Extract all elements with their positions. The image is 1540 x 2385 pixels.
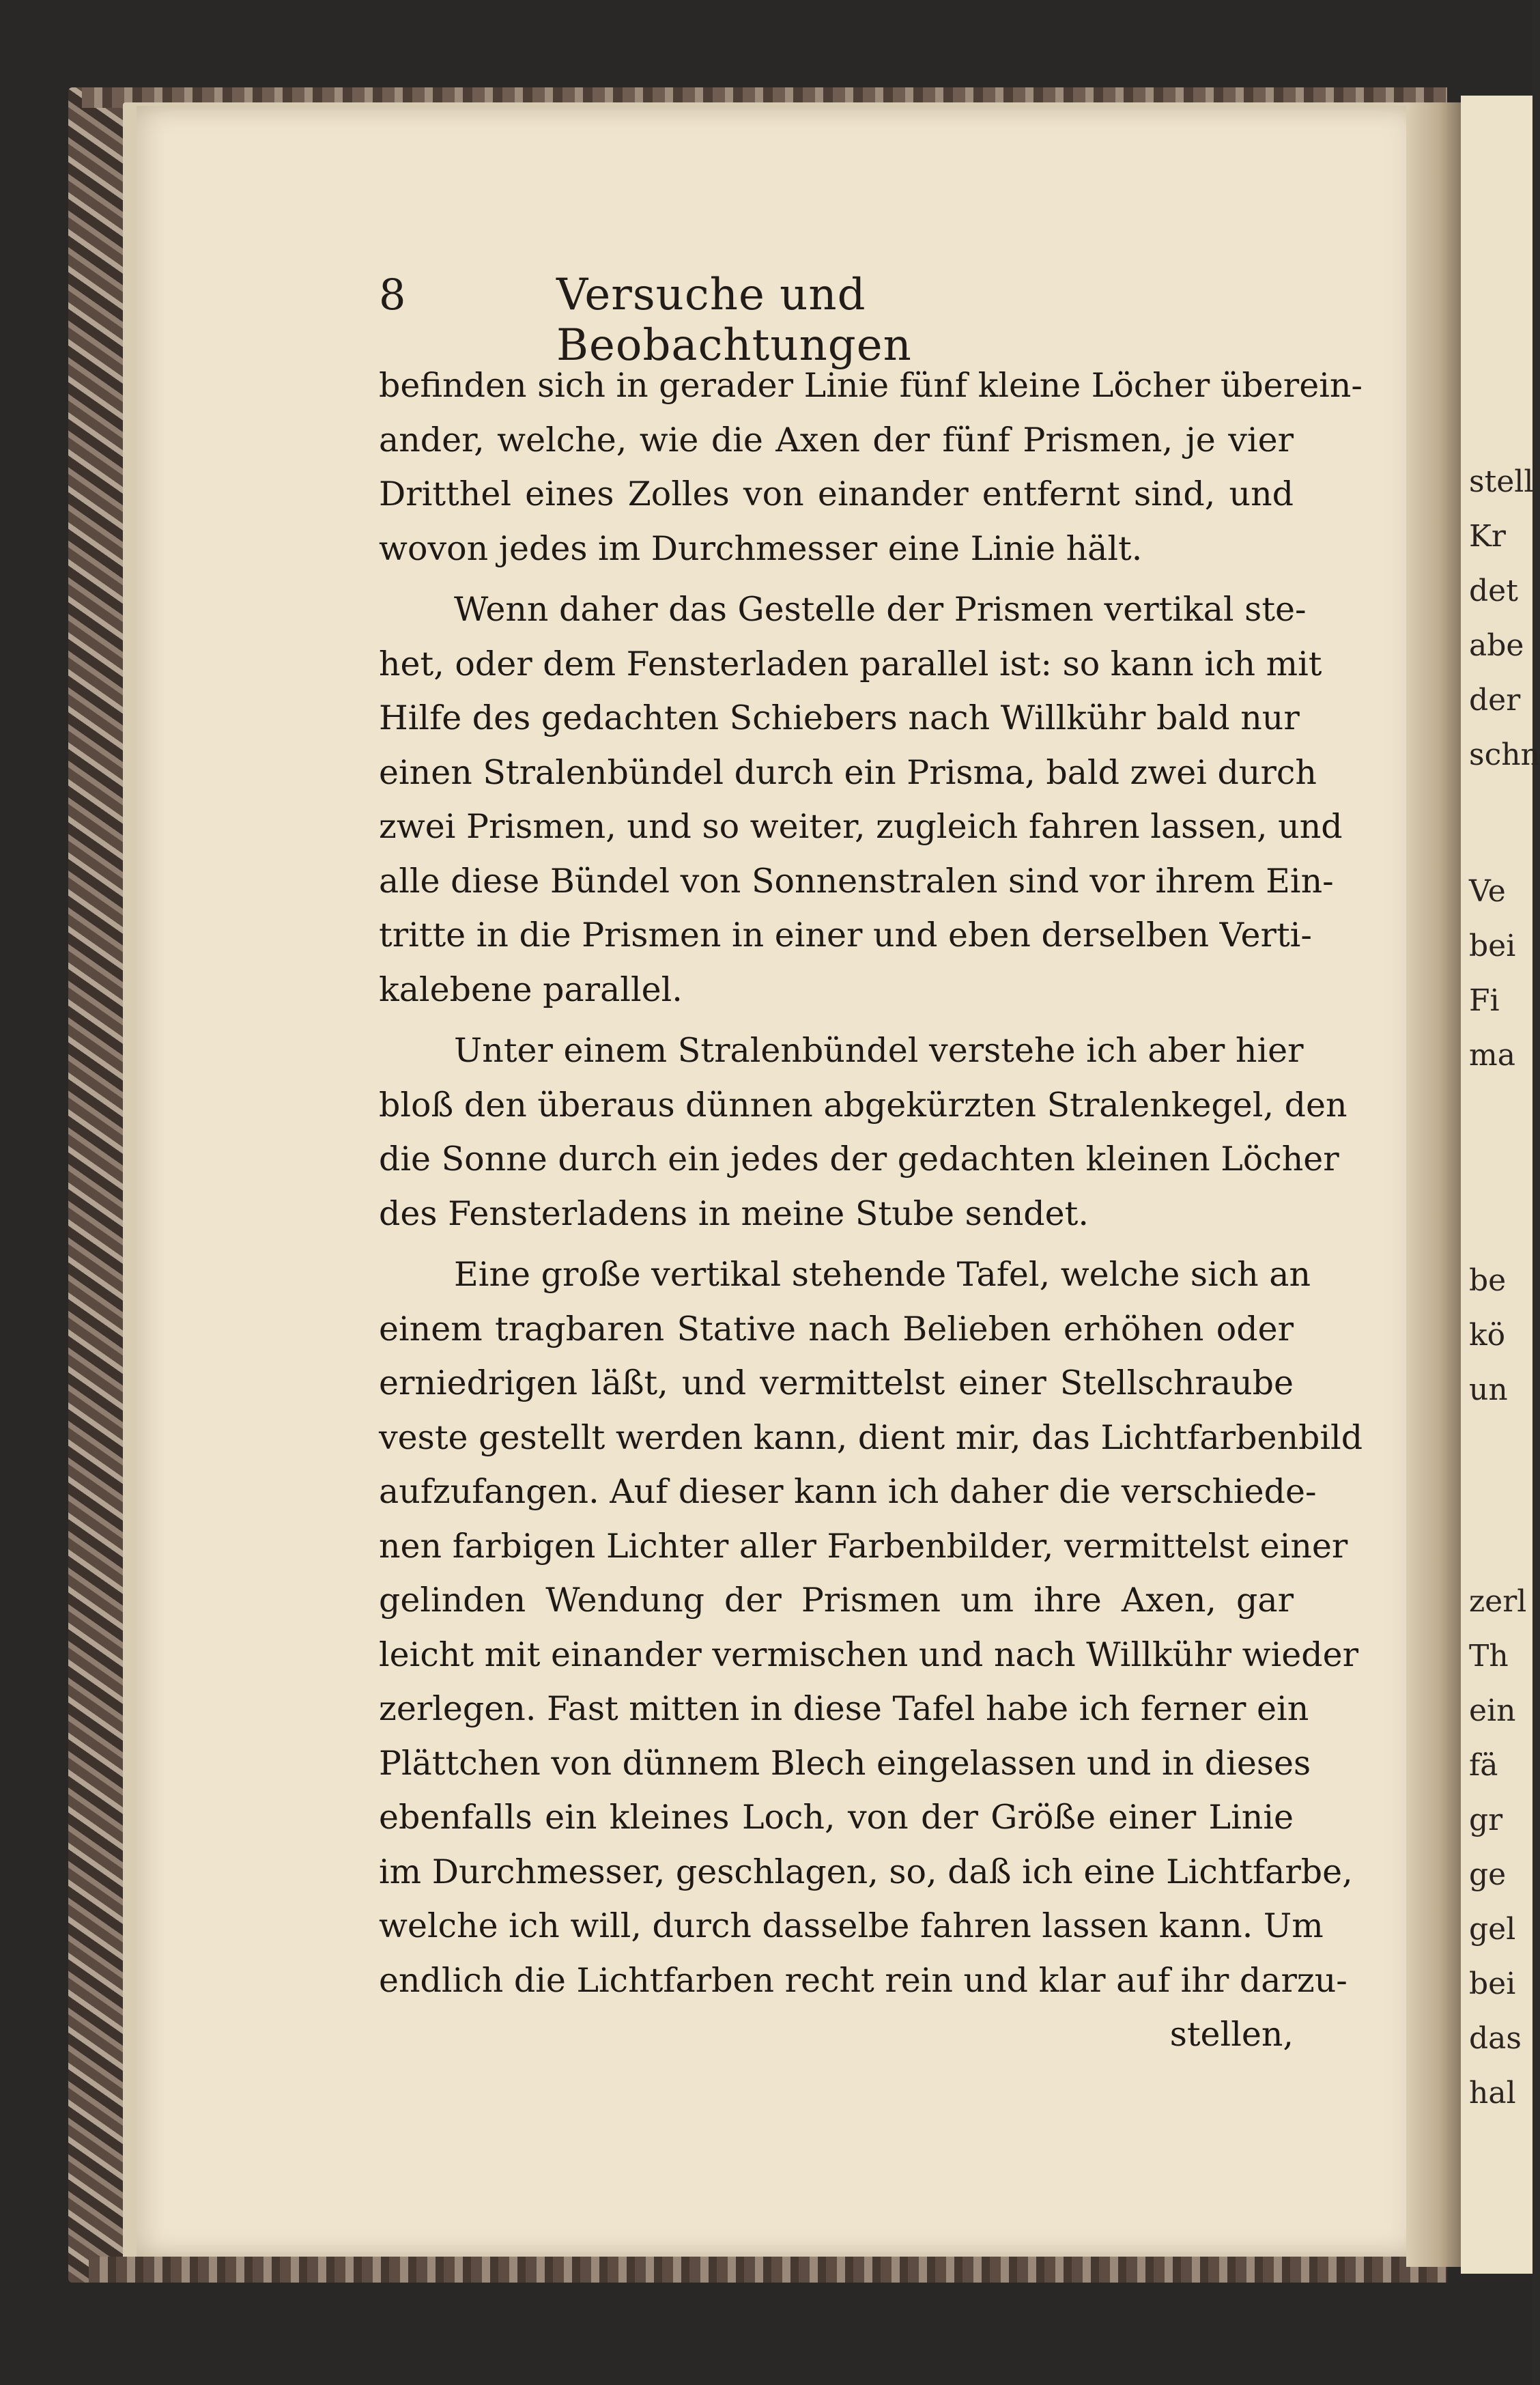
text-line: leicht mit einander vermischen und nach Willkühr wieder xyxy=(379,1635,1359,1674)
text-line: des Fensterladens in meine Stube sendet. xyxy=(379,1194,1089,1233)
right-page-text-fragment: Kr xyxy=(1469,519,1506,554)
text-line: veste gestellt werden kann, dient mir, das Lichtfarbenbild xyxy=(379,1417,1363,1457)
right-page-text-fragment: Th xyxy=(1469,1639,1509,1674)
text-line: ebenfalls ein kleines Loch, von der Größe einer Linie xyxy=(379,1798,1294,1837)
text-line: Unter einem Stralenbündel verstehe ich aber hier xyxy=(454,1031,1304,1070)
right-page-text-fragment: ein xyxy=(1469,1693,1516,1728)
page-header xyxy=(379,270,1130,371)
right-page-text-fragment: un xyxy=(1469,1372,1508,1407)
right-page-text-fragment: ma xyxy=(1469,1038,1515,1073)
right-page-text-fragment: bei xyxy=(1469,929,1516,963)
right-page-text-fragment: Fi xyxy=(1469,983,1500,1018)
running-title: Versuche und Beobachtungen xyxy=(556,270,912,371)
text-line: Hilfe des gedachten Schiebers nach Willkühr bald nur xyxy=(379,698,1300,737)
text-line: zerlegen. Fast mitten in diese Tafel habe ich ferner ein xyxy=(379,1689,1309,1728)
text-line: tritte in die Prismen in einer und eben derselben Verti- xyxy=(379,916,1312,955)
text-line: Plättchen von dünnem Blech eingelassen und in dieses xyxy=(379,1743,1311,1783)
right-page-text-fragment: ge xyxy=(1469,1857,1507,1892)
page-number: 8 xyxy=(379,270,406,320)
text-line: alle diese Bündel von Sonnenstralen sind vor ihrem Ein- xyxy=(379,861,1334,901)
text-line: aufzufangen. Auf dieser kann ich daher die verschiede- xyxy=(379,1472,1317,1511)
text-line: erniedrigen läßt, und vermittelst einer Stellschraube xyxy=(379,1364,1294,1402)
right-page-text-fragment: gr xyxy=(1469,1803,1503,1837)
right-page-text-fragment: hal xyxy=(1469,2076,1516,2111)
right-page-text-fragment: abe xyxy=(1469,628,1524,663)
text-line: welche ich will, durch dasselbe fahren lassen kann. Um xyxy=(379,1906,1324,1945)
text-line: bloß den überaus dünnen abgekürzten Stralenkegel, den xyxy=(379,1085,1348,1125)
right-page-text-fragment: bei xyxy=(1469,1966,1516,2001)
right-page-text-fragment: schn xyxy=(1469,737,1540,772)
text-line: gelinden Wendung der Prismen um ihre Axen, gar xyxy=(379,1581,1294,1620)
right-page-text-fragment: Ve xyxy=(1469,874,1506,909)
marbled-cover-left xyxy=(68,87,130,2283)
right-page-text-fragment: der xyxy=(1469,683,1521,718)
right-page-text-fragment: det xyxy=(1469,574,1518,608)
text-line: Eine große vertikal stehende Tafel, welche sich an xyxy=(454,1255,1311,1294)
text-line: nen farbigen Lichter aller Farbenbilder, vermittelst einer xyxy=(379,1526,1348,1566)
right-page-text-fragment: gel xyxy=(1469,1912,1516,1947)
body-text xyxy=(379,358,1363,2062)
text-line: einem tragbaren Stative nach Belieben erhöhen oder xyxy=(379,1309,1294,1349)
text-line: kalebene parallel. xyxy=(379,970,683,1009)
text-line: Wenn daher das Gestelle der Prismen vertikal ste- xyxy=(454,590,1307,629)
right-page-text-fragment: stell xyxy=(1469,464,1534,499)
right-page-text-fragment: be xyxy=(1469,1263,1507,1298)
text-line: ander, welche, wie die Axen der fünf Prismen, je vier xyxy=(379,420,1294,460)
text-line: Dritthel eines Zolles von einander entfernt sind, und xyxy=(379,475,1294,513)
text-line: wovon jedes im Durchmesser eine Linie hält. xyxy=(379,528,1143,568)
text-line: im Durchmesser, geschlagen, so, daß ich eine Lichtfarbe, xyxy=(379,1852,1353,1891)
right-page-text-fragment: kö xyxy=(1469,1318,1506,1353)
right-page-text-fragment: zerl xyxy=(1469,1584,1527,1619)
catchword: stellen, xyxy=(1169,2015,1294,2054)
right-page-text-fragment: fä xyxy=(1469,1748,1498,1783)
text-line: die Sonne durch ein jedes der gedachten kleinen Löcher xyxy=(379,1140,1339,1179)
text-line: het, oder dem Fensterladen parallel ist: so kann ich mit xyxy=(379,644,1322,683)
text-line: einen Stralenbündel durch ein Prisma, bald zwei durch xyxy=(379,752,1317,792)
book-gutter xyxy=(1406,102,1461,2267)
text-line: endlich die Lichtfarben recht rein und klar auf ihr darzu- xyxy=(379,1960,1348,2000)
right-page-fragment xyxy=(1461,96,1540,2274)
right-page-text-fragment: das xyxy=(1469,2021,1522,2056)
marbled-cover-bottom xyxy=(89,2257,1447,2283)
text-line: zwei Prismen, und so weiter, zugleich fahren lassen, und xyxy=(379,807,1343,846)
text-line: befinden sich in gerader Linie fünf kleine Löcher überein- xyxy=(379,366,1363,405)
